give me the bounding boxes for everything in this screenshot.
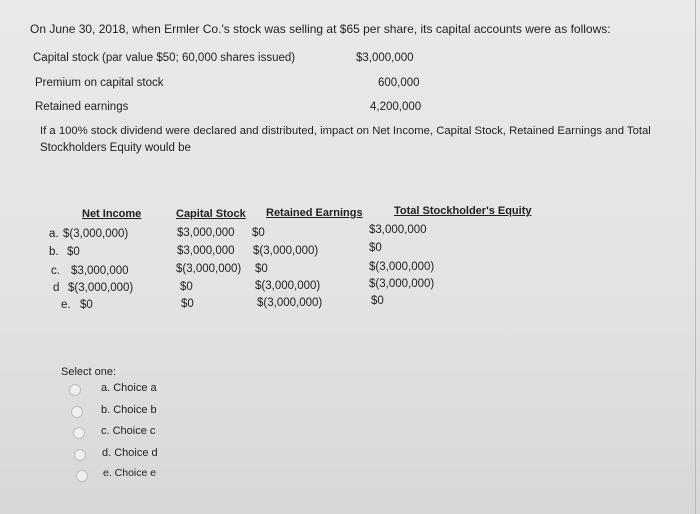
choice-d-label[interactable]: d. Choice d	[102, 447, 158, 459]
row-e-retained: $(3,000,000)	[257, 297, 323, 309]
question-prompt-line2: Stockholders Equity would be	[40, 142, 191, 154]
choice-a-radio[interactable]	[69, 384, 81, 396]
row-a-capital-stock: $3,000,000	[177, 227, 235, 239]
choice-e-radio[interactable]	[76, 470, 88, 482]
header-total-equity: Total Stockholder's Equity	[394, 205, 532, 217]
row-e-net-income: $0	[80, 299, 93, 311]
right-edge-divider	[695, 0, 696, 514]
row-d-retained: $(3,000,000)	[255, 280, 321, 292]
row-d-net-income: $(3,000,000)	[68, 282, 134, 294]
choice-b-label[interactable]: b. Choice b	[101, 404, 157, 416]
choice-c-label[interactable]: c. Choice c	[101, 425, 156, 437]
choice-e-label[interactable]: e. Choice e	[103, 467, 157, 479]
row-e-total: $0	[371, 295, 384, 307]
row-e-capital-stock: $0	[181, 298, 194, 310]
choice-b-radio[interactable]	[71, 406, 83, 418]
row-b-total: $0	[369, 242, 382, 254]
row-b-net-income: $0	[67, 246, 80, 258]
account-label-capital-stock: Capital stock (par value $50; 60,000 shares issued)	[33, 52, 296, 64]
row-c-letter: c.	[51, 265, 60, 277]
row-a-letter: a.	[49, 228, 59, 240]
row-c-capital-stock: $(3,000,000)	[176, 263, 242, 275]
row-a-total: $3,000,000	[369, 224, 427, 236]
question-intro: On June 30, 2018, when Ermler Co.'s stock was selling at $65 per share, its capital accounts were as follows:	[30, 22, 611, 36]
account-label-retained: Retained earnings	[35, 101, 129, 113]
question-prompt-line1: If a 100% stock dividend were declared and distributed, impact on Net Income, Capital Stock, Retained Earnings and Total	[40, 125, 651, 137]
row-a-net-income: $(3,000,000)	[63, 228, 129, 240]
row-d-total: $(3,000,000)	[369, 278, 435, 290]
account-value-premium: 600,000	[378, 77, 420, 89]
header-capital-stock: Capital Stock	[176, 208, 246, 220]
choice-a-label[interactable]: a. Choice a	[101, 382, 157, 394]
choice-d-radio[interactable]	[74, 449, 86, 461]
row-c-total: $(3,000,000)	[369, 261, 435, 273]
row-c-retained: $0	[255, 263, 268, 275]
account-value-capital-stock: $3,000,000	[356, 52, 414, 64]
choice-c-radio[interactable]	[73, 427, 85, 439]
row-b-letter: b.	[49, 246, 59, 258]
select-one-label: Select one:	[61, 366, 117, 378]
row-b-retained: $(3,000,000)	[253, 245, 319, 257]
header-net-income: Net Income	[82, 208, 142, 220]
account-label-premium: Premium on capital stock	[35, 77, 164, 89]
header-retained-earnings: Retained Earnings	[266, 207, 363, 219]
row-b-capital-stock: $3,000,000	[177, 245, 235, 257]
row-c-net-income: $3,000,000	[71, 265, 129, 277]
account-value-retained: 4,200,000	[370, 101, 422, 113]
row-e-letter: e.	[61, 299, 71, 311]
row-d-letter: d	[53, 282, 60, 294]
row-a-retained: $0	[252, 227, 265, 239]
row-d-capital-stock: $0	[180, 281, 193, 293]
